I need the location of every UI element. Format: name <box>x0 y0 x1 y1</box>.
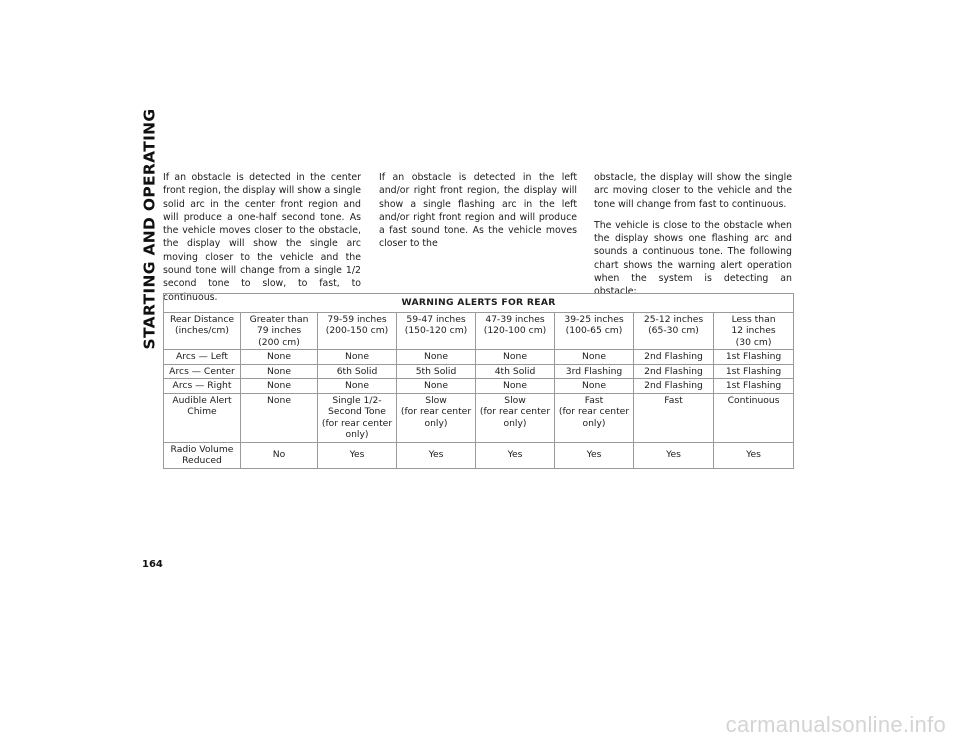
table-cell: 39-25 inches (100-65 cm) <box>555 312 634 350</box>
table-cell: 5th Solid <box>397 364 476 379</box>
table-cell: 25-12 inches (65-30 cm) <box>634 312 714 350</box>
table-cell: 6th Solid <box>318 364 397 379</box>
paragraph-center-front: If an obstacle is detected in the center front region, the display will show a single solid arc in the center front region and will produce a one-half second tone. As the vehicle moves closer to the obstacle, the display will show the single arc moving closer to the vehicle and the sound tone will change from a single 1/2 second tone to slow, to fast, to continuous. <box>163 172 361 303</box>
table-cell: None <box>241 350 318 365</box>
table-cell: None <box>241 364 318 379</box>
table-cell: Yes <box>634 442 714 468</box>
table-row <box>164 379 794 394</box>
table-cell: Yes <box>714 442 794 468</box>
table-cell: Yes <box>397 442 476 468</box>
table-cell: Slow (for rear center only) <box>476 393 555 442</box>
table-cell: None <box>476 350 555 365</box>
table-cell: None <box>555 379 634 394</box>
table-cell: Fast (for rear center only) <box>555 393 634 442</box>
warning-alerts-table <box>163 293 794 469</box>
table-cell: None <box>318 350 397 365</box>
table-cell: Less than 12 inches (30 cm) <box>714 312 794 350</box>
table-cell: Yes <box>318 442 397 468</box>
table-cell: None <box>241 393 318 442</box>
table-title: WARNING ALERTS FOR REAR <box>164 294 794 313</box>
table-cell: 2nd Flashing <box>634 364 714 379</box>
section-side-tab <box>138 108 160 350</box>
table-cell: None <box>397 350 476 365</box>
table-cell: No <box>241 442 318 468</box>
table-row <box>164 364 794 379</box>
table-cell: 2nd Flashing <box>634 379 714 394</box>
watermark: carmanualsonline.info <box>725 712 946 737</box>
table-cell: Slow (for rear center only) <box>397 393 476 442</box>
paragraph-continued: obstacle, the display will show the single arc moving closer to the vehicle and the tone will change from fast to continuous. <box>594 172 792 210</box>
text-column-1 <box>163 171 361 312</box>
table-cell: Continuous <box>714 393 794 442</box>
table-row-header: Rear Distance (inches/cm) <box>164 312 241 350</box>
table-row-header: Arcs — Right <box>164 379 241 394</box>
table-cell: 1st Flashing <box>714 379 794 394</box>
table-cell: Single 1/2- Second Tone (for rear center only) <box>318 393 397 442</box>
table-row-header: Arcs — Center <box>164 364 241 379</box>
table-cell: 1st Flashing <box>714 364 794 379</box>
table-cell: None <box>476 379 555 394</box>
table-cell: None <box>397 379 476 394</box>
table-row-header: Arcs — Left <box>164 350 241 365</box>
table-cell: 59-47 inches (150-120 cm) <box>397 312 476 350</box>
table-row-header: Radio Volume Reduced <box>164 442 241 468</box>
paragraph-left-right-front: If an obstacle is detected in the left and/or right front region, the display will show a single flashing arc in the left and/or right front region and will produce a fast sound tone. As the vehicle moves closer to the <box>379 172 577 250</box>
text-column-2 <box>379 171 577 259</box>
table-row <box>164 442 794 468</box>
page-number: 164 <box>142 559 163 570</box>
section-title: STARTING AND OPERATING <box>140 108 159 350</box>
table-cell: 47-39 inches (120-100 cm) <box>476 312 555 350</box>
table-cell: 1st Flashing <box>714 350 794 365</box>
table-cell: None <box>241 379 318 394</box>
table-cell: Yes <box>476 442 555 468</box>
table-row <box>164 393 794 442</box>
table-row <box>164 350 794 365</box>
table-body <box>164 312 794 468</box>
table-cell: Fast <box>634 393 714 442</box>
table-cell: 4th Solid <box>476 364 555 379</box>
table-row <box>164 312 794 350</box>
paragraph-chart-intro: The vehicle is close to the obstacle when the display shows one flashing arc and sounds a continuous tone. The following chart shows the warning alert operation when the system is detecting an obstacle: <box>594 219 792 298</box>
table-cell: Greater than 79 inches (200 cm) <box>241 312 318 350</box>
table-row-header: Audible Alert Chime <box>164 393 241 442</box>
table-cell: None <box>318 379 397 394</box>
table-cell: 3rd Flashing <box>555 364 634 379</box>
table-cell: None <box>555 350 634 365</box>
text-column-3 <box>594 171 792 307</box>
table-cell: Yes <box>555 442 634 468</box>
table-cell: 2nd Flashing <box>634 350 714 365</box>
table-cell: 79-59 inches (200-150 cm) <box>318 312 397 350</box>
